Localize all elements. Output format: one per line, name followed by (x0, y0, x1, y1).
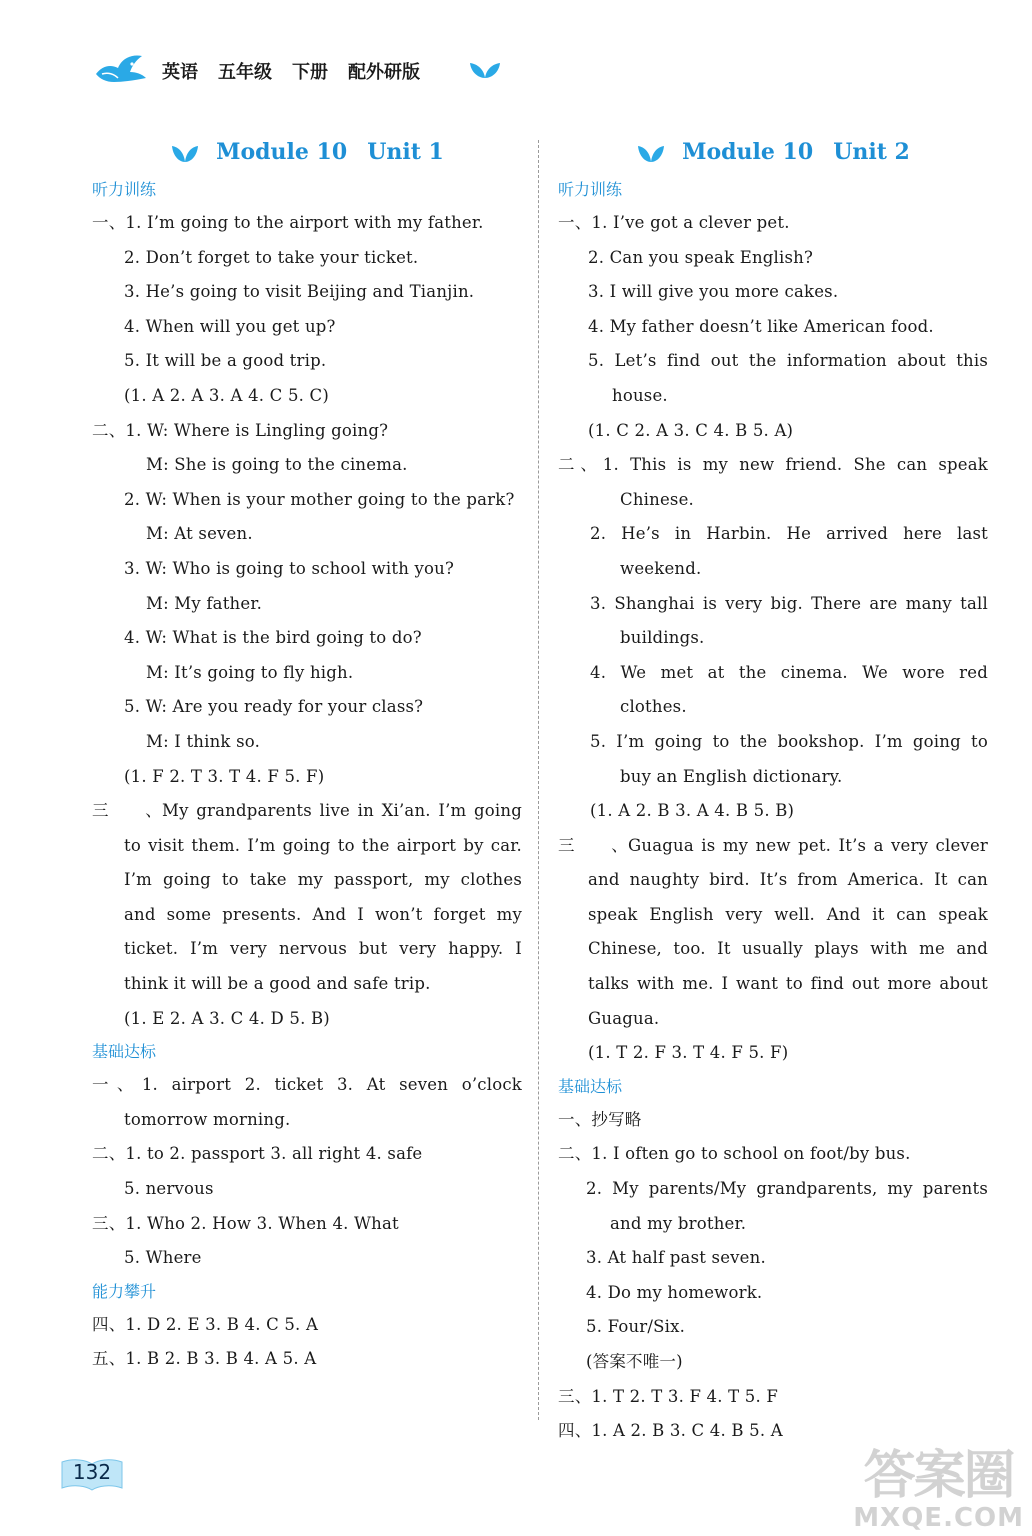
answer-line: 二、1. This is my new friend. She can speak (558, 455, 988, 475)
module-title-left (92, 130, 522, 174)
answer-line: (1. C 2. A 3. C 4. B 5. A) (588, 420, 794, 440)
answer-line: I’m going to take my passport, my clothes (124, 870, 522, 890)
answer-line: 2. Don’t forget to take your ticket. (124, 247, 419, 267)
leaf-icon (170, 142, 200, 164)
answer-line: 5. I’m going to the bookshop. I’m going to (590, 731, 988, 751)
answer-line: 2. W: When is your mother going to the park? (124, 489, 515, 509)
left-column (92, 130, 522, 1377)
answer-line: speak English very well. And it can speak (588, 904, 988, 924)
answer-line: 一、抄写略 (558, 1109, 642, 1129)
answer-line (92, 794, 522, 829)
watermark (853, 1448, 1024, 1532)
answer-line: 2. My parents/My grandparents, my parents (586, 1179, 988, 1199)
answer-line: ticket. I’m very nervous but very happy. I (124, 939, 522, 959)
answer-line: Guagua. (588, 1008, 660, 1028)
answer-line: M: It’s going to fly high. (146, 662, 354, 682)
page-header (92, 50, 512, 90)
leaf-icon (636, 142, 666, 164)
page-number: 132 (72, 1460, 112, 1484)
module-label: Module 10 (682, 139, 814, 165)
module-label: Module 10 (216, 139, 348, 165)
section-heading: 基础达标 (92, 1042, 157, 1062)
answer-line: (1. F 2. T 3. T 4. F 5. F) (124, 766, 325, 786)
answer-line: 四、1. D 2. E 3. B 4. C 5. A (92, 1314, 319, 1334)
answer-line: (1. A 2. A 3. A 4. C 5. C) (124, 385, 329, 405)
answer-line: (1. E 2. A 3. C 4. D 5. B) (124, 1008, 330, 1028)
answer-line: 2. He’s in Harbin. He arrived here last (590, 524, 988, 544)
answer-line: Chinese, too. It usually plays with me and (588, 939, 988, 959)
answer-line: M: I think so. (146, 731, 261, 751)
answer-line: 4. We met at the cinema. We wore red (590, 662, 988, 682)
answer-line: 3. He’s going to visit Beijing and Tianjin. (124, 282, 475, 302)
answer-line: and my brother. (610, 1213, 747, 1233)
header-grade: 五年级 (218, 62, 272, 83)
answer-line: 四、1. A 2. B 3. C 4. B 5. A (558, 1421, 783, 1441)
question-number: 三、 (92, 801, 162, 821)
answer-line: house. (612, 385, 668, 405)
answer-line: and some presents. And I won’t forget my (124, 904, 522, 924)
answer-line: 5. Where (124, 1248, 202, 1268)
header-title (162, 58, 440, 84)
answer-list-left (92, 174, 522, 1377)
section-heading: 听力训练 (92, 180, 157, 199)
answer-line: 五、1. B 2. B 3. B 4. A 5. A (92, 1349, 317, 1369)
answer-line: 3. I will give you more cakes. (588, 282, 839, 302)
answer-line: M: She is going to the cinema. (146, 455, 408, 475)
answer-line: 二、1. W: Where is Lingling going? (92, 420, 389, 440)
answer-line: 4. When will you get up? (124, 316, 336, 336)
section-heading: 基础达标 (558, 1076, 623, 1096)
watermark-logo: 答案圈 (863, 1446, 1014, 1506)
answer-line: weekend. (620, 558, 702, 578)
header-edition: 配外研版 (348, 62, 420, 83)
right-column (558, 130, 988, 1449)
answer-line: 三、1. T 2. T 3. F 4. T 5. F (558, 1386, 779, 1406)
answer-line: 4. Do my homework. (586, 1282, 763, 1302)
answer-line: 5. nervous (124, 1179, 214, 1199)
answer-text: Guagua is my new pet. It’s a very clever (628, 835, 988, 855)
answer-line: to visit them. I’m going to the airport by car. (124, 835, 522, 855)
column-divider (538, 140, 539, 1420)
answer-line: 二、1. I often go to school on foot/by bus. (558, 1144, 911, 1164)
answer-line: 三、1. Who 2. How 3. When 4. What (92, 1213, 399, 1233)
answer-line: and naughty bird. It’s from America. It can (588, 870, 988, 890)
watermark-url: MXQE.COM (853, 1503, 1024, 1533)
answer-line: buildings. (620, 628, 705, 648)
answer-line: (1. T 2. F 3. T 4. F 5. F) (588, 1043, 789, 1063)
answer-line: 5. It will be a good trip. (124, 351, 327, 371)
answer-text: My grandparents live in Xi’an. I’m going (162, 801, 522, 821)
answer-line: 2. Can you speak English? (588, 247, 814, 267)
answer-line: 一、1. I’m going to the airport with my father. (92, 213, 484, 232)
leaf-decoration-icon (468, 60, 502, 80)
answer-line: 3. W: Who is going to school with you? (124, 558, 455, 578)
answer-line: 5. W: Are you ready for your class? (124, 697, 424, 717)
answer-line: Chinese. (620, 489, 694, 509)
answer-line: 5. Four/Six. (586, 1317, 686, 1337)
header-volume: 下册 (292, 62, 328, 83)
unit-label: Unit 1 (367, 139, 444, 165)
answer-line: 5. Let’s find out the information about this (588, 351, 988, 371)
answer-line: clothes. (620, 697, 687, 717)
answer-line: 4. W: What is the bird going to do? (124, 628, 422, 648)
answer-line: M: At seven. (146, 524, 253, 544)
answer-line: 一、1. airport 2. ticket 3. At seven o’clock (92, 1075, 522, 1095)
answer-line: talks with me. I want to find out more about (588, 974, 988, 994)
page-number-badge (60, 1458, 124, 1498)
answer-line: 3. At half past seven. (586, 1248, 766, 1268)
answer-line (558, 829, 988, 864)
answer-line: M: My father. (146, 593, 263, 613)
answer-line: 一、1. I’ve got a clever pet. (558, 213, 790, 232)
answer-line: tomorrow morning. (124, 1109, 291, 1129)
answer-line: (答案不唯一) (586, 1352, 683, 1371)
header-subject: 英语 (162, 62, 198, 83)
unit-label: Unit 2 (833, 139, 910, 165)
section-heading: 听力训练 (558, 180, 623, 199)
bird-logo-icon (92, 52, 148, 88)
answer-line: think it will be a good and safe trip. (124, 974, 431, 994)
answer-line: 二、1. to 2. passport 3. all right 4. safe (92, 1144, 423, 1164)
answer-line: 4. My father doesn’t like American food. (588, 316, 934, 336)
module-title-right (558, 130, 988, 174)
answer-list-right (558, 174, 988, 1449)
answer-line: buy an English dictionary. (620, 766, 843, 786)
question-number: 三、 (558, 835, 628, 855)
answer-line: 3. Shanghai is very big. There are many tall (590, 593, 988, 613)
answer-line: (1. A 2. B 3. A 4. B 5. B) (590, 801, 795, 821)
section-heading: 能力攀升 (92, 1281, 157, 1301)
